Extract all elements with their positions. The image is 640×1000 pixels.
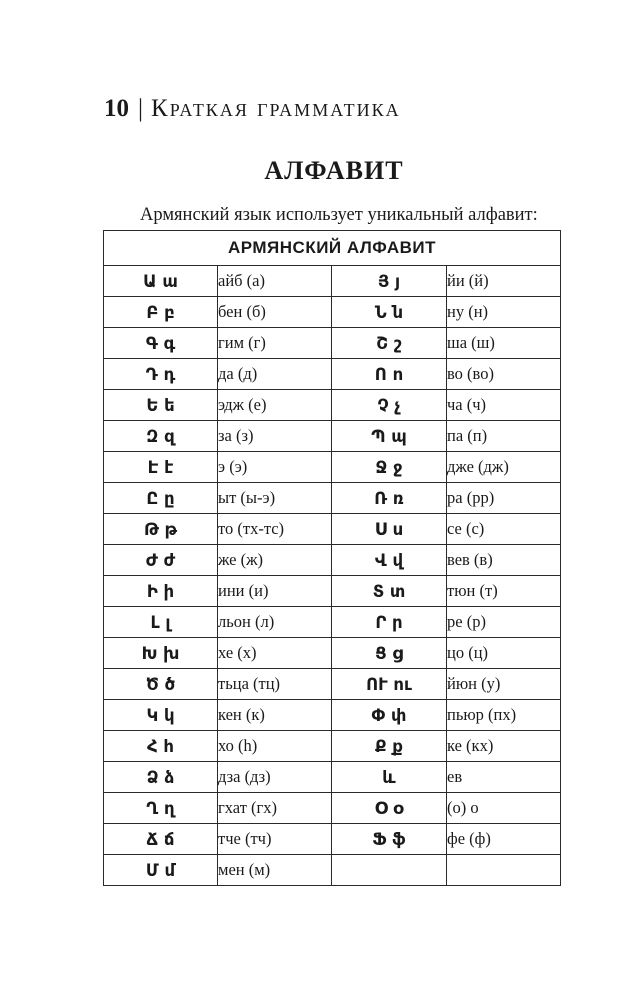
table-row xyxy=(104,545,561,576)
letter-cell: Ռ ռ xyxy=(332,483,447,514)
table-caption-row xyxy=(104,231,561,266)
pronunciation-cell: хо (h) xyxy=(218,731,332,762)
intro-text: Армянский язык использует уникальный алфавит: xyxy=(140,205,538,225)
letter-cell: Լ լ xyxy=(104,607,218,638)
letter-cell: Ձ ձ xyxy=(104,762,218,793)
letter-cell: Ո ո xyxy=(332,359,447,390)
letter-cell: Ճ ճ xyxy=(104,824,218,855)
letter-cell: Գ գ xyxy=(104,328,218,359)
pronunciation-cell: тюн (т) xyxy=(447,576,561,607)
pronunciation-cell: то (тх-тс) xyxy=(218,514,332,545)
pronunciation-cell: йюн (у) xyxy=(447,669,561,700)
table-row xyxy=(104,855,561,886)
letter-cell: Ի ի xyxy=(104,576,218,607)
pronunciation-cell: йи (й) xyxy=(447,266,561,297)
letter-cell: Ք ք xyxy=(332,731,447,762)
table-row xyxy=(104,514,561,545)
pronunciation-cell: э (э) xyxy=(218,452,332,483)
pronunciation-cell: айб (а) xyxy=(218,266,332,297)
pronunciation-cell: па (п) xyxy=(447,421,561,452)
pronunciation-cell xyxy=(447,855,561,886)
armenian-alphabet-table xyxy=(103,230,561,886)
pronunciation-cell: мен (м) xyxy=(218,855,332,886)
pronunciation-cell: ыт (ы-э) xyxy=(218,483,332,514)
pronunciation-cell: ша (ш) xyxy=(447,328,561,359)
table-caption: АРМЯНСКИЙ АЛФАВИТ xyxy=(104,231,561,266)
letter-cell: Շ շ xyxy=(332,328,447,359)
letter-cell: Հ հ xyxy=(104,731,218,762)
table-row xyxy=(104,638,561,669)
header-separator: | xyxy=(138,95,144,122)
pronunciation-cell: бен (б) xyxy=(218,297,332,328)
letter-cell: Է է xyxy=(104,452,218,483)
pronunciation-cell: вев (в) xyxy=(447,545,561,576)
letter-cell: Զ զ xyxy=(104,421,218,452)
table-row xyxy=(104,793,561,824)
pronunciation-cell: тьца (тц) xyxy=(218,669,332,700)
section-name: Краткая грамматика xyxy=(151,95,401,122)
letter-cell: Ց ց xyxy=(332,638,447,669)
pronunciation-cell: ре (р) xyxy=(447,607,561,638)
pronunciation-cell: да (д) xyxy=(218,359,332,390)
pronunciation-cell: дза (дз) xyxy=(218,762,332,793)
pronunciation-cell: ини (и) xyxy=(218,576,332,607)
pronunciation-cell: цо (ц) xyxy=(447,638,561,669)
table-row xyxy=(104,669,561,700)
letter-cell: Վ վ xyxy=(332,545,447,576)
pronunciation-cell: пьюр (пх) xyxy=(447,700,561,731)
pronunciation-cell: льон (л) xyxy=(218,607,332,638)
letter-cell: Պ պ xyxy=(332,421,447,452)
pronunciation-cell: ра (рр) xyxy=(447,483,561,514)
letter-cell: Ջ ջ xyxy=(332,452,447,483)
table-row xyxy=(104,390,561,421)
table-body xyxy=(104,266,561,886)
table-row xyxy=(104,607,561,638)
table-row xyxy=(104,700,561,731)
letter-cell: Օ օ xyxy=(332,793,447,824)
page-title: АЛФАВИТ xyxy=(264,156,404,185)
letter-cell: Խ խ xyxy=(104,638,218,669)
table-row xyxy=(104,328,561,359)
letter-cell: Ֆ ֆ xyxy=(332,824,447,855)
pronunciation-cell: ев xyxy=(447,762,561,793)
pronunciation-cell: се (с) xyxy=(447,514,561,545)
table-row xyxy=(104,731,561,762)
letter-cell: ՈՒ ու xyxy=(332,669,447,700)
letter-cell: Թ թ xyxy=(104,514,218,545)
table-row xyxy=(104,297,561,328)
pronunciation-cell: кен (к) xyxy=(218,700,332,731)
pronunciation-cell: ча (ч) xyxy=(447,390,561,421)
letter-cell: Ն ն xyxy=(332,297,447,328)
table-row xyxy=(104,762,561,793)
pronunciation-cell: за (з) xyxy=(218,421,332,452)
letter-cell: Ա ա xyxy=(104,266,218,297)
letter-cell: Ր ր xyxy=(332,607,447,638)
letter-cell: Ղ ղ xyxy=(104,793,218,824)
page-number: 10 xyxy=(104,95,129,122)
letter-cell: Տ տ xyxy=(332,576,447,607)
letter-cell: Յ յ xyxy=(332,266,447,297)
pronunciation-cell: эдж (е) xyxy=(218,390,332,421)
letter-cell: Մ մ xyxy=(104,855,218,886)
pronunciation-cell: во (во) xyxy=(447,359,561,390)
pronunciation-cell: ну (н) xyxy=(447,297,561,328)
pronunciation-cell: гхат (гх) xyxy=(218,793,332,824)
letter-cell: և xyxy=(332,762,447,793)
table-row xyxy=(104,359,561,390)
pronunciation-cell: тче (тч) xyxy=(218,824,332,855)
table-row xyxy=(104,452,561,483)
table-row xyxy=(104,266,561,297)
pronunciation-cell: же (ж) xyxy=(218,545,332,576)
letter-cell: Ս ս xyxy=(332,514,447,545)
pronunciation-cell: ке (кх) xyxy=(447,731,561,762)
letter-cell: Ը ը xyxy=(104,483,218,514)
pronunciation-cell: гим (г) xyxy=(218,328,332,359)
table-row xyxy=(104,824,561,855)
pronunciation-cell: хе (х) xyxy=(218,638,332,669)
letter-cell: Ծ ծ xyxy=(104,669,218,700)
letter-cell: Փ փ xyxy=(332,700,447,731)
letter-cell: Ժ ժ xyxy=(104,545,218,576)
table-row xyxy=(104,483,561,514)
letter-cell: Ե ե xyxy=(104,390,218,421)
letter-cell: Կ կ xyxy=(104,700,218,731)
table-row xyxy=(104,421,561,452)
running-head xyxy=(104,92,401,126)
letter-cell: Դ դ xyxy=(104,359,218,390)
pronunciation-cell: фе (ф) xyxy=(447,824,561,855)
letter-cell: Չ չ xyxy=(332,390,447,421)
pronunciation-cell: дже (дж) xyxy=(447,452,561,483)
letter-cell xyxy=(332,855,447,886)
letter-cell: Բ բ xyxy=(104,297,218,328)
pronunciation-cell: (о) о xyxy=(447,793,561,824)
table-row xyxy=(104,576,561,607)
